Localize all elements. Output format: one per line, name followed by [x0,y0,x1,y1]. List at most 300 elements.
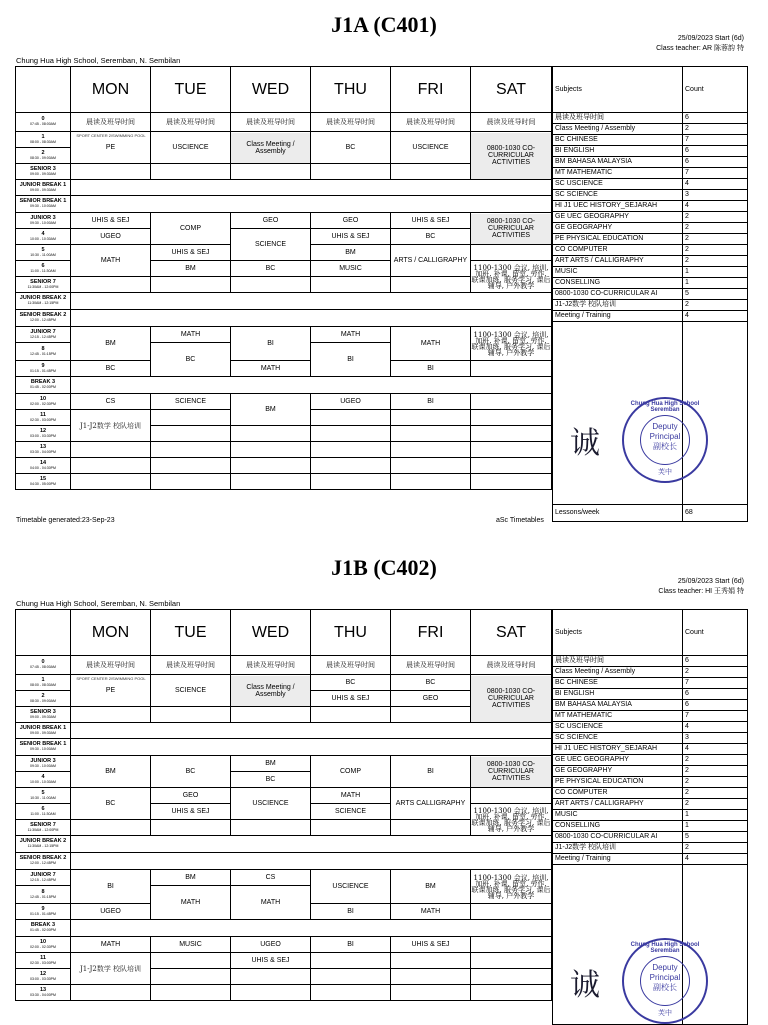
subject-name: MUSIC [553,267,683,278]
day-header: SAT [471,610,552,656]
subject-name: HI J1 UEC HISTORY_SEJARAH [553,201,683,212]
lesson-cell: GEO [311,213,391,229]
deputy-principal-stamp [622,938,708,1024]
empty-cell [471,474,552,490]
empty-cell [391,985,471,1001]
subject-name: SC SCIENCE [553,733,683,744]
subject-count: 1 [683,821,748,832]
subject-name: BC CHINESE [553,678,683,689]
period-label: 2 08:30 - 09:00AM [16,148,71,164]
day-header: TUE [151,67,231,113]
subject-row [553,179,748,190]
subject-name: CO COMPUTER [553,245,683,256]
empty-cell [71,458,151,474]
lesson-cell: BI [231,327,311,361]
subject-name: 0800-1030 CO-CURRICULAR AI [553,832,683,843]
lesson-cell: SCIENCE [311,804,391,820]
day-header: WED [231,610,311,656]
empty-cell [231,164,311,180]
period-label: 14 04:00 - 04:30PM [16,458,71,474]
lesson-cell: BI [311,937,391,953]
subject-name: BM BAHASA MALAYSIA [553,157,683,168]
lesson-cell: ARTS / CALLIGRAPHY [391,245,471,277]
period-label: SENIOR 7 11:30AM - 12:00PM [16,820,71,836]
lesson-cell: MUSIC [151,937,231,953]
empty-cell [311,426,391,442]
period-label: SENIOR BREAK 1 09:30 - 10:00AM [16,739,71,756]
subject-name: PE PHYSICAL EDUCATION [553,234,683,245]
empty-cell [71,985,151,1001]
stamp-role: Deputy [652,422,678,431]
class-teacher: Class teacher: AR 陈蓉韵 特 [656,45,744,52]
empty-cell [471,410,552,426]
subject-row [553,113,748,124]
lessons-week-value: 68 [683,505,748,522]
lesson-cell: BM [231,394,311,426]
subject-count: 6 [683,700,748,711]
empty-cell [391,164,471,180]
empty-cell [71,474,151,490]
generated-date: Timetable generated:23-Sep-23 [16,517,115,524]
break-row [71,739,552,756]
subject-count: 6 [683,656,748,667]
subject-row [553,245,748,256]
subject-count: 2 [683,212,748,223]
signature: 诚 [570,426,600,461]
subject-row [553,667,748,678]
subject-row [553,311,748,322]
day-header: SAT [471,67,552,113]
subject-row [553,788,748,799]
lesson-cell: 晨读及班导时间 [151,656,231,675]
period-label: 1 08:00 - 08:30AM [16,675,71,691]
break-row [71,180,552,196]
subject-row [553,821,748,832]
lesson-cell: 晨读及班导时间 [231,656,311,675]
lesson-cell: BC [311,132,391,164]
subject-name: GE GEOGRAPHY [553,223,683,234]
empty-cell [71,164,151,180]
subject-name: CO COMPUTER [553,788,683,799]
subject-name: PE PHYSICAL EDUCATION [553,777,683,788]
lesson-cell: SCIENCE [151,675,231,707]
empty-cell [471,394,552,410]
period-label: SENIOR 3 09:00 - 09:30AM [16,164,71,180]
subject-count: 2 [683,777,748,788]
subject-row [553,744,748,755]
lesson-cell: BC [391,229,471,245]
period-label: SENIOR BREAK 1 09:30 - 10:00AM [16,196,71,213]
subject-row [553,777,748,788]
subject-count: 2 [683,256,748,267]
period-label: BREAK 3 01:45 - 02:00PM [16,377,71,394]
subject-row [553,733,748,744]
lesson-cell: 0800-1030 CO-CURRICULAR ACTIVITIES [471,756,552,788]
empty-cell [151,985,231,1001]
corner-cell [16,67,71,113]
subject-row [553,278,748,289]
lesson-cell: BI [391,394,471,410]
stamp-role: Principal [649,432,681,441]
subject-count: 7 [683,135,748,146]
lesson-cell: UHIS & SEJ [231,953,311,969]
period-label: 6 11:00 - 11:30AM [16,804,71,820]
lesson-cell: BC [311,675,391,691]
empty-cell [471,937,552,953]
subject-count: 2 [683,300,748,311]
period-label: 0 07:45 - 08:00AM [16,656,71,675]
subject-row [553,223,748,234]
subject-name: Class Meeting / Assembly [553,124,683,135]
empty-cell [311,707,391,723]
empty-cell [471,904,552,920]
subject-count: 2 [683,223,748,234]
subject-name: SC USCIENCE [553,722,683,733]
subject-name: ART ARTS / CALLIGRAPHY [553,256,683,267]
lesson-cell: BC [231,261,311,277]
lesson-cell: 0800-1030 CO-CURRICULAR ACTIVITIES [471,132,552,180]
empty-cell [231,426,311,442]
empty-cell [71,820,151,836]
lesson-cell: 晨读及班导时间 [71,656,151,675]
empty-cell [71,707,151,723]
lesson-cell: BI [391,756,471,788]
subject-name: 晨读及班导时间 [553,656,683,667]
subjects-header: Subjects [553,610,683,656]
empty-cell [471,458,552,474]
lesson-cell: BC [151,343,231,377]
lesson-cell: BC [391,675,471,691]
subject-count: 7 [683,678,748,689]
empty-cell [151,458,231,474]
break-row [71,723,552,739]
subject-row [553,135,748,146]
empty-cell [391,820,471,836]
count-header: Count [683,67,748,113]
subject-row [553,843,748,854]
subject-count: 7 [683,711,748,722]
subject-row [553,289,748,300]
subject-row [553,256,748,267]
subject-row [553,168,748,179]
subject-name: SC SCIENCE [553,190,683,201]
lesson-cell: 晨读及班导时间 [471,113,552,132]
subject-name: J1-J2数学 校队培训 [553,300,683,311]
lesson-cell: 晨读及班导时间 [391,113,471,132]
empty-cell [311,953,391,969]
day-header: WED [231,67,311,113]
lesson-cell: USCIENCE [311,870,391,904]
lesson-cell: MATH [311,788,391,804]
empty-cell [151,277,231,293]
empty-cell [471,361,552,377]
empty-cell [71,442,151,458]
subject-row [553,234,748,245]
lesson-cell: SPORT CENTER 2/SWIMMING POOL PE [71,132,151,164]
break-row [71,377,552,394]
lesson-cell: BM [71,327,151,361]
period-label: BREAK 3 01:45 - 02:00PM [16,920,71,937]
empty-cell [151,707,231,723]
stamp-role: Principal [649,973,681,982]
stamp-bottom-text: 芙中 [658,1010,672,1017]
period-label: SENIOR 7 11:30AM - 12:00PM [16,277,71,293]
subject-name: HI J1 UEC HISTORY_SEJARAH [553,744,683,755]
lesson-cell: UHIS & SEJ [311,229,391,245]
lesson-cell: BI [311,904,391,920]
break-row [71,310,552,327]
empty-cell [471,426,552,442]
subject-name: BI ENGLISH [553,146,683,157]
break-row [71,836,552,853]
lesson-cell: SPORT CENTER 2/SWIMMING POOL PE [71,675,151,707]
period-label: SENIOR BREAK 2 12:00 - 12:45PM [16,310,71,327]
period-label: 12 03:00 - 03:30PM [16,969,71,985]
period-label: 9 01:15 - 01:45PM [16,361,71,377]
subject-count: 7 [683,168,748,179]
lesson-cell: BM [71,756,151,788]
subject-row [553,755,748,766]
subject-row [553,700,748,711]
subject-row [553,832,748,843]
empty-cell [471,245,552,261]
lesson-cell: CS [231,870,311,886]
subject-name: SC USCIENCE [553,179,683,190]
subject-row [553,201,748,212]
lesson-cell: USCIENCE [391,132,471,164]
lesson-cell: MATH [391,904,471,920]
subject-row [553,766,748,777]
sheet-meta [658,577,744,597]
lesson-cell: UHIS & SEJ [151,245,231,261]
empty-cell [71,277,151,293]
period-label: JUNIOR BREAK 2 11:30AM - 12:15PM [16,293,71,310]
lesson-cell: BM [391,870,471,904]
subject-row [553,190,748,201]
lesson-cell: UGEO [71,229,151,245]
subject-row [553,678,748,689]
stamp-role: 副校长 [653,442,677,451]
day-header: THU [311,67,391,113]
lesson-cell: 1100-1300 会议, 培训, 加班, 补课, 留堂, 劳作, 联课加练, 服务学习, 课后辅导, 户外教学 [471,870,552,904]
empty-cell [391,953,471,969]
empty-cell [151,410,231,426]
lesson-cell: BI [391,361,471,377]
empty-cell [471,788,552,804]
lesson-cell: UGEO [231,937,311,953]
period-label: SENIOR BREAK 2 12:00 - 12:45PM [16,853,71,870]
subject-name: J1-J2数学 校队培训 [553,843,683,854]
break-row [71,853,552,870]
lesson-cell: ARTS CALLIGRAPHY [391,788,471,820]
lesson-cell: UHIS & SEJ [151,804,231,820]
empty-cell [471,969,552,985]
subject-name: GE UEC GEOGRAPHY [553,755,683,766]
empty-cell [391,277,471,293]
period-label: JUNIOR 7 12:15 - 12:45PM [16,327,71,343]
subject-row [553,157,748,168]
stamp-role: 副校长 [653,983,677,992]
lesson-cell: BC [151,756,231,788]
lesson-cell: 晨读及班导时间 [231,113,311,132]
period-label: 9 01:15 - 01:45PM [16,904,71,920]
lesson-cell: SCIENCE [151,394,231,410]
subject-row [553,267,748,278]
day-header: THU [311,610,391,656]
lesson-cell: BI [71,870,151,904]
subject-count: 3 [683,733,748,744]
subject-row [553,810,748,821]
lesson-cell: COMP [151,213,231,245]
day-header: MON [71,610,151,656]
deputy-principal-stamp [622,397,708,483]
period-label: 5 10:30 - 11:00AM [16,788,71,804]
subject-name: MT MATHEMATIC [553,168,683,179]
subject-count: 6 [683,157,748,168]
empty-cell [151,820,231,836]
subject-row [553,300,748,311]
subject-name: MT MATHEMATIC [553,711,683,722]
subject-name: 晨读及班导时间 [553,113,683,124]
empty-cell [391,474,471,490]
lesson-cell: USCIENCE [151,132,231,164]
lesson-cell: BM [311,245,391,261]
lesson-cell: UGEO [311,394,391,410]
empty-cell [231,820,311,836]
lesson-cell: MATH [391,327,471,361]
subject-count: 2 [683,799,748,810]
empty-cell [231,277,311,293]
subject-count: 5 [683,832,748,843]
subject-name: BC CHINESE [553,135,683,146]
empty-cell [231,458,311,474]
empty-cell [391,426,471,442]
lesson-cell: Class Meeting / Assembly [231,675,311,707]
period-label: 12 03:00 - 03:30PM [16,426,71,442]
lesson-cell: BM [151,261,231,277]
stamp-inner [640,956,690,1006]
empty-cell [311,969,391,985]
period-label: 10 02:00 - 02:30PM [16,937,71,953]
subject-count: 6 [683,689,748,700]
empty-cell [231,442,311,458]
lesson-cell: 晨读及班导时间 [311,113,391,132]
period-label: 13 03:30 - 04:00PM [16,985,71,1001]
subjects-header: Subjects [553,67,683,113]
lesson-cell: COMP [311,756,391,788]
subject-row [553,124,748,135]
lesson-cell: 晨读及班导时间 [71,113,151,132]
lesson-cell: 晨读及班导时间 [151,113,231,132]
period-label: 11 02:30 - 03:00PM [16,953,71,969]
period-label: 1 08:00 - 08:30AM [16,132,71,148]
empty-cell [311,820,391,836]
lesson-cell: 1100-1300 会议, 培训, 加班, 补课, 留堂, 劳作, 联课加练, 服务学习, 课后辅导, 户外教学 [471,327,552,361]
lesson-cell: J1-J2数学 校队培训 [71,410,151,442]
period-label: 8 12:45 - 01:15PM [16,886,71,904]
lesson-cell: 1100-1300 会议, 培训, 加班, 补课, 留堂, 劳作, 联课加练, 服务学习, 课后辅导, 户外教学 [471,804,552,836]
subject-name: GE UEC GEOGRAPHY [553,212,683,223]
period-label: 11 02:30 - 03:00PM [16,410,71,426]
period-label: JUNIOR BREAK 2 11:30AM - 12:15PM [16,836,71,853]
period-label: 15 04:30 - 05:00PM [16,474,71,490]
subject-name: BI ENGLISH [553,689,683,700]
subject-count: 1 [683,267,748,278]
subject-count: 4 [683,179,748,190]
subject-count: 2 [683,843,748,854]
start-date: 25/09/2023 Start (6d) [677,35,744,42]
period-label: 4 10:00 - 10:30AM [16,772,71,788]
sheet-meta [656,34,744,54]
break-row [71,920,552,937]
lesson-cell: BC [231,772,311,788]
day-header: FRI [391,67,471,113]
timetable-grid [15,66,552,490]
count-header: Count [683,610,748,656]
period-label: 4 10:00 - 10:30AM [16,229,71,245]
subject-name: ART ARTS / CALLIGRAPHY [553,799,683,810]
school-name: Chung Hua High School, Seremban, N. Sembilan [16,599,181,608]
subject-name: CONSELLING [553,278,683,289]
corner-cell [16,610,71,656]
stamp-ring-text: Chung Hua High School Seremban [630,401,700,413]
lesson-cell: GEO [231,213,311,229]
lesson-cell: MATH [151,886,231,920]
empty-cell [471,442,552,458]
lesson-cell: GEO [391,691,471,707]
lesson-cell: USCIENCE [231,788,311,820]
subject-row [553,854,748,865]
day-header: TUE [151,610,231,656]
empty-cell [311,442,391,458]
subject-count: 2 [683,755,748,766]
period-label: 8 12:45 - 01:15PM [16,343,71,361]
empty-cell [471,953,552,969]
empty-cell [391,458,471,474]
subject-count: 2 [683,234,748,245]
subject-count: 4 [683,722,748,733]
period-label: JUNIOR 3 09:30 - 10:00AM [16,213,71,229]
lesson-cell: MATH [231,361,311,377]
lesson-cell: Class Meeting / Assembly [231,132,311,164]
stamp-role: Deputy [652,963,678,972]
period-label: JUNIOR BREAK 1 09:00 - 09:30AM [16,180,71,196]
period-label: 6 11:00 - 11:30AM [16,261,71,277]
subject-count: 2 [683,124,748,135]
subject-name: BM BAHASA MALAYSIA [553,700,683,711]
lesson-cell: 0800-1030 CO-CURRICULAR ACTIVITIES [471,675,552,723]
period-label: 10 02:00 - 02:30PM [16,394,71,410]
lesson-cell: MATH [311,327,391,343]
break-row [71,196,552,213]
empty-cell [391,707,471,723]
stamp-bottom-text: 芙中 [658,469,672,476]
day-header: FRI [391,610,471,656]
asc-brand: aSc Timetables [496,517,544,524]
subject-count: 6 [683,113,748,124]
empty-cell [231,707,311,723]
lesson-cell: J1-J2数学 校队培训 [71,953,151,985]
empty-cell [311,985,391,1001]
subject-row [553,656,748,667]
subject-name: MUSIC [553,810,683,821]
lesson-cell: CS [71,394,151,410]
lesson-cell: MATH [71,245,151,277]
lesson-cell: 0800-1030 CO-CURRICULAR ACTIVITIES [471,213,552,245]
empty-cell [151,474,231,490]
lesson-cell: BM [151,870,231,886]
signature: 诚 [570,968,600,1003]
